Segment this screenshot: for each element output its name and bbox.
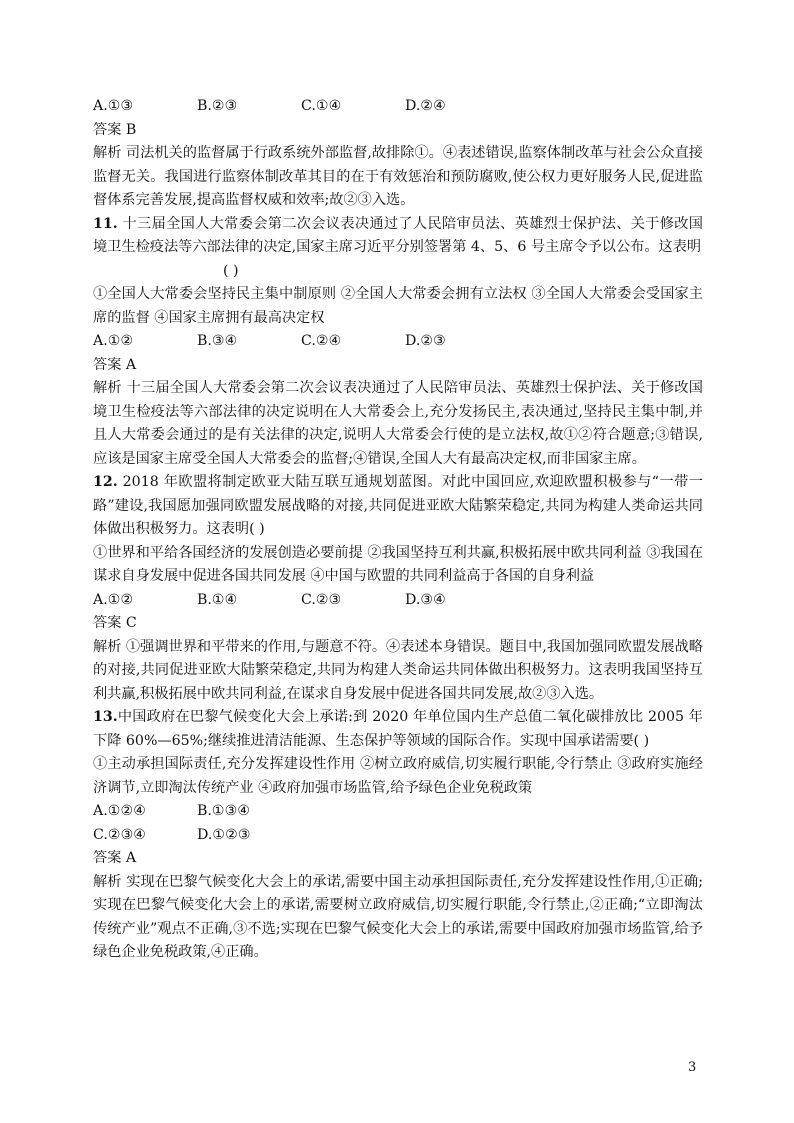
q13-answer: 答案 A — [93, 850, 137, 866]
q12-answer: 答案 C — [93, 615, 137, 631]
q12-number: 12. — [93, 474, 118, 490]
q11-answer: 答案 A — [93, 356, 137, 373]
q13-option-a: A.①②④ — [93, 803, 146, 819]
q11-paren-line — [93, 260, 703, 284]
q11-stem — [93, 213, 703, 260]
q10-option-c: C.①④ — [301, 98, 342, 114]
q11-option-c: C.②④ — [301, 333, 342, 349]
q12-option-b: B.①④ — [197, 591, 238, 608]
q13-analysis: 解析 实现在巴黎气候变化大会上的承诺,需要中国主动承担国际责任,充分发挥建设性作用,①正确;实现在巴黎气候变化大会上的承诺,需要树立政府威信,切实履行职能,令行禁止,②正确;“立即淘汰传统产业”观点不正确,③不选;实现在巴黎气候变化大会上的承诺,需要中国政府加强市场监管,给予绿色企业免税政策,④正确。 — [93, 873, 703, 960]
q10-option-d: D.②④ — [405, 98, 446, 114]
q13-options-row-1 — [93, 800, 703, 824]
q12-option-c: C.②③ — [301, 591, 342, 608]
q10-analysis: 解析 司法机关的监督属于行政系统外部监督,故排除①。④表述错误,监察体制改革与社会公众直接监督无关。我国进行监察体制改革其目的在于有效惩治和预防腐败,使公权力更好服务人民,促进监督体系完善发展,提高监督权威和效率;故②③入选。 — [93, 145, 703, 208]
q11-statements: ①全国人大常委会坚持民主集中制原则 ②全国人大常委会拥有立法权 ③全国人大常委会受国家主席的监督 ④国家主席拥有最高决定权 — [93, 286, 703, 326]
q13-stem-text: 中国政府在巴黎气候变化大会上承诺:到 2020 年单位国内生产总值二氧化碳排放比 2005 年下降 60%—65%;继续推进清洁能源、生态保护等领域的国际合作。实现中国承诺需要( ) — [93, 709, 703, 749]
q12-analysis: 解析 ①强调世界和平带来的作用,与题意不符。④表述本身错误。题目中,我国加强同欧盟发展战略的对接,共同促进亚欧大陆繁荣稳定,共同为构建人类命运共同体做出积极努力。这表明我国坚持互利共赢,积极拓展中欧共同利益,在谋求自身发展中促进各国共同发展,故②③入选。 — [93, 638, 703, 702]
q10-option-a: A.①③ — [93, 98, 134, 114]
q13-option-d: D.①②③ — [197, 826, 251, 843]
q13-options-row-2 — [93, 824, 703, 848]
q13-number: 13. — [93, 709, 118, 725]
page-number: 3 — [688, 1060, 697, 1075]
q12-option-d: D.③④ — [405, 591, 446, 608]
q11-stem-text: 十三届全国人大常委会第二次会议表决通过了人民陪审员法、英雄烈士保护法、关于修改国境卫生检疫法等六部法律的决定,国家主席习近平分别签署第 4、5、6 号主席令予以公布。这表明 — [93, 215, 703, 255]
q13-stem — [93, 706, 703, 753]
q11-options — [93, 330, 703, 354]
q11-option-d: D.②③ — [405, 333, 446, 349]
q11-option-b: B.③④ — [197, 333, 238, 349]
exam-page — [93, 95, 703, 965]
q12-statements: ①世界和平给各国经济的发展创造必要前提 ②我国坚持互利共赢,积极拓展中欧共同利益 ③我国在谋求自身发展中促进各国共同发展 ④中国与欧盟的共同利益高于各国的自身利益 — [93, 544, 703, 584]
q10-option-b: B.②③ — [197, 98, 238, 114]
q11-analysis: 解析 十三届全国人大常委会第二次会议表决通过了人民陪审员法、英雄烈士保护法、关于修改国境卫生检疫法等六部法律的决定说明在人大常委会上,充分发扬民主,表决通过,坚持民主集中制,并且人大常委会通过的是有关法律的决定,说明人大常委会行使的是立法权,故①②符合题意;③错误,应该是国家主席受全国人大常委会的监督;④错误,全国人大有最高决定权,而非国家主席。 — [93, 380, 703, 467]
q12-options — [93, 589, 703, 613]
q11-option-a: A.①② — [93, 333, 134, 349]
q13-option-b: B.①③④ — [197, 803, 251, 819]
q10-options — [93, 95, 703, 119]
q12-stem-text: 2018 年欧盟将制定欧亚大陆互联互通规划蓝图。对此中国回应,欢迎欧盟积极参与“一带一路”建设,我国愿加强同欧盟发展战略的对接,共同促进亚欧大陆繁荣稳定,共同为构建人类命运共同体做出积极努力。这表明( ) — [93, 474, 703, 537]
q10-answer: 答案 B — [93, 121, 137, 138]
q11-number: 11. — [93, 215, 118, 232]
q11-answer-paren: ( ) — [223, 262, 239, 279]
q12-stem — [93, 471, 703, 542]
q13-statements: ①主动承担国际责任,充分发挥建设性作用 ②树立政府威信,切实履行职能,令行禁止 ③政府实施经济调节,立即淘汰传统产业 ④政府加强市场监管,给予绿色企业免税政策 — [93, 756, 703, 796]
q13-option-c: C.②③④ — [93, 826, 147, 843]
q12-option-a: A.①② — [93, 591, 134, 608]
